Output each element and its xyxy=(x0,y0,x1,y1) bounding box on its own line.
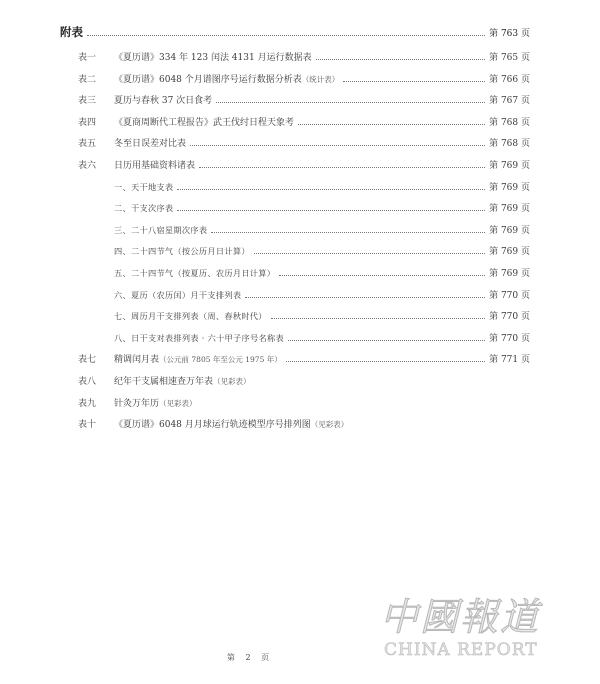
toc-subentry xyxy=(60,223,530,245)
entry-note: （统计表） xyxy=(301,74,340,84)
toc-subentry xyxy=(60,244,530,266)
subentry-page: 第 770 页 xyxy=(489,312,530,323)
entry-number: 表八 xyxy=(78,376,97,387)
entry-number: 表七 xyxy=(78,355,97,366)
toc-entry xyxy=(60,115,530,137)
entry-number: 表二 xyxy=(78,74,97,85)
entry-page: 第 766 页 xyxy=(489,74,530,85)
entry-note: （见彩表） xyxy=(310,420,349,430)
subentry-page: 第 770 页 xyxy=(489,333,530,344)
leader-dots xyxy=(271,318,485,319)
toc-subentry xyxy=(60,288,530,310)
subentry-title: 七、周历月干支排列表（周、春秋时代） xyxy=(114,311,267,322)
leader-dots xyxy=(288,340,485,341)
entry-number: 表六 xyxy=(78,160,97,171)
leader-dots xyxy=(211,232,485,233)
entry-page: 第 771 页 xyxy=(489,355,530,366)
subentry-title: 八、日干支对表排列表 · 六十甲子序号名称表 xyxy=(114,332,284,343)
subentry-page: 第 769 页 xyxy=(489,182,530,193)
subentry-title: 三、二十八宿星期次序表 xyxy=(114,224,208,235)
leader-dots xyxy=(190,145,485,146)
leader-dots xyxy=(177,189,485,190)
table-of-contents xyxy=(60,24,530,439)
toc-subentry xyxy=(60,309,530,331)
entry-title: 《夏商周断代工程报告》武王伐纣日程天象考 xyxy=(114,117,295,128)
toc-entry xyxy=(60,352,530,374)
toc-subentry xyxy=(60,331,530,353)
entry-title: 《夏历谱》6048 月月球运行轨迹模型序号排列图 xyxy=(114,420,311,431)
toc-header-page: 第 763 页 xyxy=(489,29,530,39)
entry-title: 日历用基础资料诸表 xyxy=(114,160,196,171)
toc-entry xyxy=(60,374,530,396)
toc-entry xyxy=(60,72,530,94)
toc-header-row xyxy=(60,24,530,50)
page-number: 第 2 页 xyxy=(226,653,274,662)
entry-title: 《夏历谱》334 年 123 闰法 4131 月运行数据表 xyxy=(114,53,312,63)
subentry-page: 第 769 页 xyxy=(489,204,530,215)
toc-entry xyxy=(60,396,530,418)
watermark-logo xyxy=(380,595,550,675)
subentry-title: 四、二十四节气（按公历月日计算） xyxy=(114,246,250,257)
entry-title: 冬至日误差对比表 xyxy=(114,139,187,150)
subentry-page: 第 769 页 xyxy=(489,247,530,258)
entry-title: 夏历与春秋 37 次日食考 xyxy=(114,96,213,107)
leader-dots xyxy=(216,102,485,103)
entry-note: （公元前 7805 年至公元 1975 年） xyxy=(159,355,282,365)
leader-dots xyxy=(177,210,485,211)
entry-page: 第 765 页 xyxy=(489,53,530,63)
entry-number: 表三 xyxy=(78,96,97,107)
entry-page: 第 768 页 xyxy=(489,139,530,150)
subentry-title: 二、干支次序表 xyxy=(114,203,174,214)
leader-dots xyxy=(279,275,485,276)
watermark-english: CHINA REPORT xyxy=(384,640,538,660)
subentry-page: 第 770 页 xyxy=(489,290,530,301)
toc-entry xyxy=(60,136,530,158)
leader-dots xyxy=(254,253,485,254)
toc-entry xyxy=(60,158,530,180)
entry-title: 精调闰月表 xyxy=(114,355,160,366)
entry-title: 纪年干支属相速查万年表 xyxy=(114,376,214,387)
leader-dots xyxy=(87,35,485,36)
toc-entry xyxy=(60,93,530,115)
leader-dots xyxy=(245,297,485,298)
entry-number: 表五 xyxy=(78,139,97,150)
toc-subentry xyxy=(60,266,530,288)
toc-entry xyxy=(60,417,530,439)
leader-dots xyxy=(316,59,486,60)
entry-note: （见彩表） xyxy=(213,376,251,386)
subentry-page: 第 769 页 xyxy=(489,225,530,236)
entry-title: 针灸万年历 xyxy=(114,398,160,409)
entry-note: （见彩表） xyxy=(159,398,197,408)
toc-header-title: 附表 xyxy=(60,25,83,39)
entry-number: 表九 xyxy=(78,398,97,409)
entry-number: 表一 xyxy=(78,53,97,63)
leader-dots xyxy=(343,81,485,82)
entry-page: 第 767 页 xyxy=(489,96,530,107)
toc-entry xyxy=(60,50,530,72)
entry-page: 第 769 页 xyxy=(489,160,530,171)
entry-title: 《夏历谱》6048 个月谱图序号运行数据分析表 xyxy=(114,74,302,85)
subentry-title: 一、天干地支表 xyxy=(114,181,174,192)
entry-page: 第 768 页 xyxy=(489,117,530,128)
toc-subentry xyxy=(60,180,530,202)
entry-number: 表四 xyxy=(78,117,97,128)
subentry-page: 第 769 页 xyxy=(489,268,530,279)
watermark-chinese: 中國報道 xyxy=(380,595,541,639)
subentry-title: 六、夏历（农历闰）月干支排列表 xyxy=(114,289,242,300)
entry-number: 表十 xyxy=(78,420,97,431)
leader-dots xyxy=(199,167,485,168)
subentry-title: 五、二十四节气（按夏历、农历月日计算） xyxy=(114,267,276,278)
leader-dots xyxy=(286,361,485,362)
leader-dots xyxy=(298,124,485,125)
toc-subentry xyxy=(60,201,530,223)
